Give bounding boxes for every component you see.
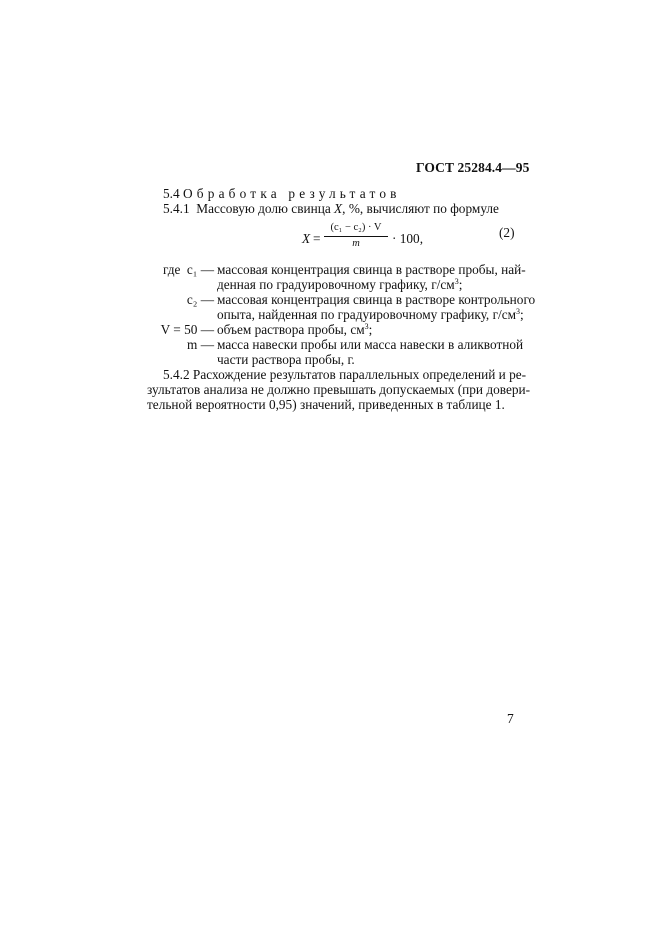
symbol-c2: c₂ —	[186, 292, 214, 307]
punct: ;	[458, 277, 463, 292]
symbol-v: V = 50 —	[160, 322, 214, 337]
v-desc	[217, 322, 372, 337]
formula-multiplier: · 100,	[392, 231, 424, 246]
v-desc-text: объем раствора пробы, см	[217, 322, 365, 337]
variable-x: X	[334, 201, 343, 216]
punct: ;	[520, 307, 524, 322]
formula-equals: =	[313, 231, 321, 246]
m-desc-line1: масса навески пробы или масса навески в аликвотной	[217, 337, 524, 352]
c2-desc-line2	[217, 307, 524, 322]
formula-denominator: m	[352, 238, 360, 249]
p542-line3: тельной вероятности 0,95) значений, приведенных в таблице 1.	[147, 397, 505, 412]
document-code: ГОСТ 25284.4—95	[416, 160, 530, 175]
punct: ;	[368, 322, 373, 337]
p542-line1: 5.4.2 Расхождение результатов параллельных определений и ре-	[163, 367, 527, 382]
c1-desc-text: денная по градуировочному графику, г/см	[217, 277, 455, 292]
paragraph-number: 5.4.1	[163, 201, 190, 216]
m-desc-line2: части раствора пробы, г.	[217, 352, 355, 367]
unit-superscript: 3	[364, 322, 369, 331]
p542-line2: зультатов анализа не должно превышать допускаемых (при довери-	[147, 382, 531, 397]
paragraph-5-4-1	[163, 201, 499, 216]
c1-desc-line1: массовая концентрация свинца в растворе пробы, най-	[217, 262, 526, 277]
unit-superscript: 3	[454, 277, 459, 286]
formula-lhs: X	[302, 231, 311, 246]
symbol-c1: c₁ —	[186, 262, 214, 277]
paragraph-text-tail: , %, вычисляют по формуле	[342, 201, 499, 216]
c1-desc-line2	[217, 277, 462, 292]
c2-desc-text: опыта, найденная по градуировочному графику, г/см	[217, 307, 517, 322]
formula-fraction	[324, 222, 388, 250]
section-heading	[163, 186, 401, 201]
fraction-bar	[324, 236, 388, 237]
unit-superscript: 3	[516, 307, 521, 316]
symbol-m: m —	[187, 337, 214, 352]
formula-number: (2)	[499, 225, 515, 240]
page-number: 7	[507, 711, 514, 726]
where-intro: где	[163, 262, 181, 277]
formula-numerator: (c₁ − c₂) · V	[330, 222, 382, 233]
c2-desc-line1: массовая концентрация свинца в растворе контрольного	[217, 292, 536, 307]
paragraph-text: Массовую долю свинца	[196, 201, 331, 216]
section-heading-number: 5.4	[163, 186, 180, 201]
section-heading-title: Обработка результатов	[182, 186, 401, 201]
